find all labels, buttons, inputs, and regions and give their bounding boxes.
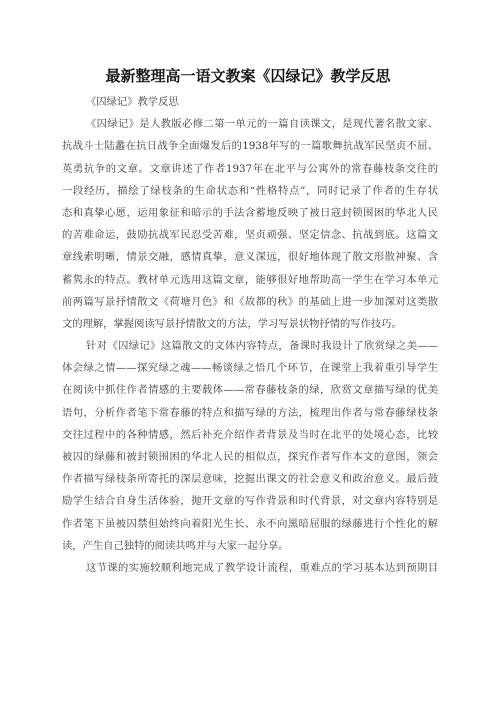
text-line: 英勇抗争的文章。文章讲述了作者1937年在北平与公寓外的常春藤枝条交往的 bbox=[62, 162, 438, 175]
text-line: 交往过程中的各种情感，然后补充介绍作者背景及当时在北平的处境心态，比较 bbox=[62, 428, 438, 441]
text-line: 作者描写绿枝条所寄托的深层意味，挖掘出课文的社会意义和政治意义。最后鼓 bbox=[62, 473, 438, 486]
text-line: 前两篇写景抒情散文《荷塘月色》和《故都的秋》的基础上进一步加深对这类散 bbox=[62, 295, 438, 308]
text-line: 语句，分析作者笔下常春藤的特点和描写绿的方法，梳理出作者与常春藤绿枝条 bbox=[62, 406, 438, 419]
text-line: 蓄隽永的特点。教材单元选用这篇文章，能够很好地帮助高一学生在学习本单元 bbox=[62, 273, 438, 286]
text-line: 这节课的实施较顺利地完成了教学设计流程，重难点的学习基本达到预期目 bbox=[86, 561, 438, 574]
text-line: 抗战斗士陆蠡在抗日战争全面爆发后的1938年写的一篇歌舞抗战军民坚贞不屈、 bbox=[62, 140, 438, 153]
text-line: 作者笔下虽被囚禁但始终向着阳光生长、永不向黑暗屈服的绿藤进行个性化的解 bbox=[62, 517, 438, 530]
text-line: 励学生结合自身生活体验，抛开文章的写作背景和时代背景，对文章内容特别是 bbox=[62, 495, 438, 508]
document-title: 最新整理高一语文教案《囚绿记》教学反思 bbox=[105, 67, 391, 85]
text-line: 文的理解，掌握阅读写景抒情散文的方法，学习写景状物抒情的写作技巧。 bbox=[62, 317, 402, 330]
document-body bbox=[62, 91, 438, 579]
text-line: 读，产生自己独特的阅读共鸣并与大家一起分享。 bbox=[62, 539, 289, 552]
text-line-subtitle: 《囚绿记》教学反思 bbox=[86, 96, 179, 108]
text-line: 《囚绿记》是人教版必修二第一单元的一篇自读课文，是现代著名散文家、 bbox=[86, 118, 438, 131]
text-line: 的苦难命运，鼓励抗战军民忍受苦难，坚贞顽强、坚定信念、抗战到底。这篇文 bbox=[62, 229, 438, 242]
text-line: 章线索明晰，情景交融，感情真挚，意义深远，很好地体现了散文形散神聚、含 bbox=[62, 251, 438, 264]
text-line: 在阅读中抓住作者情感的主要载体——常春藤枝条的绿，欣赏文章描写绿的优美 bbox=[62, 384, 438, 397]
text-line: 一段经历，描绘了绿枝条的生命状态和“性格特点”，同时记录了作者的生存状 bbox=[62, 184, 438, 197]
text-line: 针对《囚绿记》这篇散文的文体内容特点，备课时我设计了欣赏绿之美—— bbox=[86, 340, 438, 353]
text-line: 态和真挚心愿，运用象征和暗示的手法含蓄地反映了被日寇封锁围困的华北人民 bbox=[62, 206, 438, 219]
text-line: 体会绿之情——探究绿之魂——畅谈绿之悟几个环节，在课堂上我着重引导学生 bbox=[62, 362, 438, 375]
text-line: 被囚的绿藤和被封锁围困的华北人民的相似点，探究作者写作本文的意图，领会 bbox=[62, 451, 438, 463]
